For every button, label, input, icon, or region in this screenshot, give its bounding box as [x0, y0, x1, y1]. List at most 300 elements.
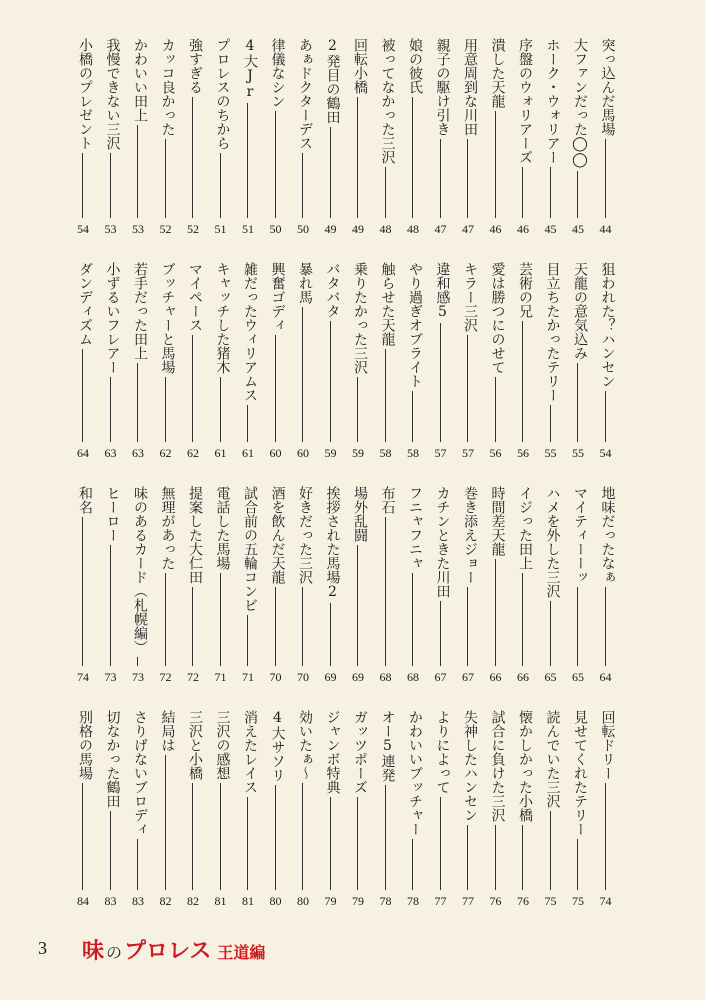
toc-entry-title: ヒーロー [104, 486, 121, 542]
toc-entry-page: 67 [434, 670, 447, 684]
toc-entry-page: 82 [187, 894, 199, 908]
toc-leader-line [357, 545, 358, 666]
toc-entry-page: 79 [352, 894, 364, 908]
toc-entry-title: 懐かしかった小橋 [517, 710, 533, 822]
toc-entry-title: 2発目の鶴田 [324, 38, 341, 124]
toc-leader-line [192, 97, 193, 218]
toc-leader-line [357, 797, 358, 890]
toc-leader-line [550, 601, 551, 666]
toc-leader-line [522, 573, 523, 666]
toc-entry-title: 雑だったウィリアムス [242, 262, 258, 402]
toc-leader-line [192, 587, 193, 666]
toc-leader-line [357, 97, 358, 218]
toc-leader-line [330, 797, 331, 890]
toc-entry-page: 60 [269, 446, 282, 460]
toc-entry [593, 38, 619, 243]
toc-entry [510, 710, 536, 915]
toc-entry-title: ハメを外した三沢 [544, 486, 561, 598]
toc-leader-line [467, 335, 468, 442]
toc-entry-title: イジった田上 [517, 486, 533, 570]
toc-entry [98, 486, 124, 691]
toc-leader-line [165, 139, 166, 218]
toc-entry [125, 486, 151, 691]
toc-entry [70, 486, 96, 691]
toc-entry-page: 78 [407, 894, 419, 908]
toc-entry [318, 710, 344, 915]
toc-entry-page: 80 [269, 894, 282, 908]
toc-entry [70, 38, 96, 243]
toc-entry-page: 51 [242, 222, 254, 236]
toc-entry [290, 38, 316, 243]
toc-leader-line [110, 545, 111, 666]
toc-leader-line [440, 139, 441, 218]
toc-entry-title: 試合前の五輪コンビ [242, 486, 258, 612]
toc-entry-page: 56 [489, 446, 502, 460]
toc-entry-page: 65 [544, 670, 557, 684]
toc-entry-title: 挨拶された馬場2 [324, 486, 341, 600]
toc-entry-page: 54 [599, 446, 612, 460]
toc-entry-title: 三沢の感想 [214, 710, 231, 780]
toc-entry [180, 710, 206, 915]
toc-entry-title: 強すぎる [187, 38, 203, 94]
toc-entry-page: 69 [324, 670, 337, 684]
toc-leader-line [605, 783, 606, 890]
toc-entry [455, 710, 481, 915]
toc-entry-page: 63 [132, 446, 144, 460]
toc-entry [180, 38, 206, 243]
toc-leader-line [275, 785, 276, 890]
toc-entry [538, 262, 564, 467]
page-footer [0, 930, 705, 970]
toc-entry [153, 710, 179, 915]
toc-entry [565, 710, 591, 915]
toc-entry-page: 74 [599, 894, 612, 908]
toc-entry [235, 262, 261, 467]
toc-entry-page: 58 [407, 446, 419, 460]
toc-entry [235, 38, 261, 243]
toc-entry [235, 486, 261, 691]
toc-entry-page: 50 [269, 222, 282, 236]
toc-leader-line [412, 391, 413, 442]
toc-entry-page: 49 [352, 222, 364, 236]
toc-entry-title: 場外乱闘 [352, 486, 368, 542]
toc-entry-page: 45 [544, 222, 557, 236]
toc-leader-line [412, 97, 413, 218]
toc-entry-title: 切なかった鶴田 [104, 710, 121, 808]
toc-entry-title: キラー三沢 [462, 262, 478, 332]
toc-entry [373, 262, 399, 467]
toc-leader-line [385, 517, 386, 666]
toc-entry [98, 262, 124, 467]
toc-entry-title: かわいい田上 [132, 38, 148, 122]
toc-entry [180, 486, 206, 691]
toc-entry-title: 効いたぁ〜 [297, 710, 313, 780]
toc-entry [373, 486, 399, 691]
toc-entry-title: 興奮ゴディ [269, 262, 286, 332]
toc-entry-title: 味のあるカード（札幌編） [132, 486, 148, 654]
logo-prores: プロレス [124, 939, 212, 964]
toc-entry-page: 59 [352, 446, 364, 460]
toc-leader-line [165, 573, 166, 666]
toc-entry-title: 布石 [379, 486, 396, 514]
toc-entry-title: 回転小橋 [352, 38, 368, 94]
toc-leader-line [577, 363, 578, 442]
toc-entry-page: 76 [489, 894, 502, 908]
toc-leader-line [577, 839, 578, 890]
toc-leader-line [412, 839, 413, 890]
toc-entry [153, 486, 179, 691]
toc-leader-line [137, 125, 138, 218]
toc-entry-title: 別格の馬場 [77, 710, 93, 780]
toc-entry-page: 57 [434, 446, 447, 460]
toc-leader-line [247, 797, 248, 890]
toc-entry-page: 63 [104, 446, 117, 460]
toc-entry-page: 70 [297, 670, 309, 684]
toc-entry [290, 486, 316, 691]
toc-entry-page: 61 [242, 446, 254, 460]
toc-entry [208, 38, 234, 243]
toc-leader-line [440, 797, 441, 890]
toc-leader-line [605, 391, 606, 442]
toc-entry-title: 4大Jr [242, 38, 258, 100]
toc-entry-title: 潰した天龍 [489, 38, 506, 108]
toc-entry-page: 83 [104, 894, 117, 908]
toc-entry-page: 72 [187, 670, 199, 684]
toc-leader-line [192, 335, 193, 442]
toc-block-4 [70, 710, 620, 915]
toc-leader-line [302, 307, 303, 442]
toc-leader-line [247, 615, 248, 666]
toc-entry-page: 77 [462, 894, 474, 908]
toc-entry-title: 用意周到な川田 [462, 38, 478, 136]
toc-entry [318, 486, 344, 691]
toc-entry-page: 52 [187, 222, 199, 236]
toc-entry-title: 触らせた天龍 [379, 262, 396, 346]
toc-entry [428, 486, 454, 691]
toc-leader-line [110, 811, 111, 890]
toc-entry-title: 若手だった田上 [132, 262, 148, 360]
toc-entry-page: 73 [104, 670, 117, 684]
toc-entry [263, 38, 289, 243]
toc-entry [483, 486, 509, 691]
toc-leader-line [247, 103, 248, 218]
toc-leader-line [577, 587, 578, 666]
toc-entry-page: 80 [297, 894, 309, 908]
toc-entry-page: 46 [489, 222, 502, 236]
toc-entry-title: ジャンボ特典 [324, 710, 341, 794]
toc-leader-line [577, 171, 578, 218]
toc-entry [345, 262, 371, 467]
toc-entry [428, 38, 454, 243]
toc-entry-page: 45 [572, 222, 584, 236]
toc-entry-title: 失神したハンセン [462, 710, 478, 822]
toc-entry-page: 73 [132, 670, 144, 684]
toc-leader-line [192, 783, 193, 890]
toc-entry-title: 狙われた？ハンセン [599, 262, 616, 388]
toc-leader-line [137, 839, 138, 890]
toc-entry-title: 違和感5 [434, 262, 451, 320]
toc-leader-line [385, 785, 386, 890]
toc-entry-title: 提案した大仁田 [187, 486, 203, 584]
toc-entry [455, 262, 481, 467]
toc-entry [455, 38, 481, 243]
toc-leader-line [220, 377, 221, 442]
toc-entry-page: 64 [599, 670, 612, 684]
toc-entry [510, 262, 536, 467]
toc-entry-page: 71 [214, 670, 227, 684]
book-logo [82, 934, 265, 965]
toc-entry-title: 天龍の意気込み [572, 262, 588, 360]
toc-leader-line [275, 587, 276, 666]
toc-entry-title: 被ってなかった三沢 [379, 38, 396, 164]
toc-entry [538, 38, 564, 243]
toc-entry [263, 710, 289, 915]
toc-entry-page: 53 [104, 222, 117, 236]
toc-entry-page: 51 [214, 222, 227, 236]
toc-entry-page: 61 [214, 446, 227, 460]
toc-entry-page: 64 [77, 446, 89, 460]
toc-entry [593, 710, 619, 915]
toc-block-3 [70, 486, 620, 691]
toc-leader-line [550, 811, 551, 890]
toc-entry-page: 78 [379, 894, 392, 908]
toc-leader-line [550, 167, 551, 218]
toc-entry-title: 目立ちたかったテリー [544, 262, 561, 402]
toc-entry-page: 81 [242, 894, 254, 908]
toc-entry-title: オー5連発 [379, 710, 396, 782]
toc-entry-page: 48 [379, 222, 392, 236]
toc-entry-title: 暴れ馬 [297, 262, 313, 304]
toc-entry [373, 38, 399, 243]
toc-leader-line [110, 153, 111, 218]
toc-entry [125, 38, 151, 243]
toc-entry [345, 38, 371, 243]
toc-entry-page: 68 [379, 670, 392, 684]
toc-entry-title: 読んでいた三沢 [544, 710, 561, 808]
toc-entry-title: ホーク・ウォリアー [544, 38, 561, 164]
toc-entry-title: よりによって [434, 710, 451, 794]
toc-leader-line [220, 153, 221, 218]
toc-entry-page: 48 [407, 222, 419, 236]
toc-entry-title: かわいいブッチャー [407, 710, 423, 836]
toc-leader-line [110, 377, 111, 442]
toc-entry-page: 76 [517, 894, 529, 908]
toc-entry-title: 無理があった [159, 486, 176, 570]
toc-entry-title: 酒を飲んだ天龍 [269, 486, 286, 584]
toc-leader-line [220, 573, 221, 666]
toc-leader-line [385, 167, 386, 218]
toc-entry-page: 68 [407, 670, 419, 684]
toc-entry-page: 53 [132, 222, 144, 236]
toc-entry [125, 710, 151, 915]
toc-leader-line [495, 559, 496, 666]
toc-entry-title: 小橋のプレゼント [77, 38, 93, 150]
toc-leader-line [247, 405, 248, 442]
toc-leader-line [495, 825, 496, 890]
toc-entry-page: 77 [434, 894, 447, 908]
toc-entry-page: 52 [159, 222, 172, 236]
toc-entry-page: 59 [324, 446, 337, 460]
toc-entry-title: 三沢と小橋 [187, 710, 203, 780]
toc-leader-line [302, 587, 303, 666]
toc-leader-line [495, 111, 496, 218]
toc-leader-line [330, 127, 331, 218]
toc-entry-title: 4大サソリ [269, 710, 286, 782]
toc-entry-title: 突っ込んだ馬場 [599, 38, 616, 136]
toc-entry-title: 愛は勝つにのせて [489, 262, 506, 374]
toc-entry-page: 54 [77, 222, 89, 236]
toc-entry-page: 57 [462, 446, 474, 460]
toc-entry-page: 62 [187, 446, 199, 460]
toc-entry [208, 486, 234, 691]
toc-leader-line [330, 321, 331, 442]
toc-entry [98, 38, 124, 243]
toc-entry [400, 486, 426, 691]
toc-entry-page: 62 [159, 446, 172, 460]
toc-entry-page: 69 [352, 670, 364, 684]
toc-leader-line [165, 755, 166, 890]
toc-leader-line [440, 601, 441, 666]
toc-entry-title: やり過ぎオブライト [407, 262, 423, 388]
toc-entry-page: 44 [599, 222, 612, 236]
toc-entry [538, 710, 564, 915]
toc-leader-line [522, 825, 523, 890]
toc-entry-title: 親子の駆け引き [434, 38, 451, 136]
toc-entry-title: 時間差天龍 [489, 486, 506, 556]
toc-leader-line [495, 377, 496, 442]
logo-aji: 味 [82, 939, 105, 964]
toc-entry [483, 262, 509, 467]
toc-entry [70, 710, 96, 915]
toc-entry [565, 486, 591, 691]
toc-entry [510, 38, 536, 243]
toc-entry-page: 81 [214, 894, 227, 908]
toc-entry [290, 262, 316, 467]
toc-leader-line [302, 783, 303, 890]
toc-entry-title: 回転ドリー [599, 710, 616, 780]
toc-entry-title: 娘の彼氏 [407, 38, 423, 94]
toc-entry-page: 72 [159, 670, 172, 684]
toc-entry [400, 262, 426, 467]
toc-entry-page: 75 [572, 894, 584, 908]
toc-entry-title: バタバタ [324, 262, 341, 318]
toc-entry-page: 71 [242, 670, 254, 684]
toc-entry [98, 710, 124, 915]
toc-entry [483, 710, 509, 915]
toc-entry [153, 38, 179, 243]
toc-entry-title: 地味だったなぁ [599, 486, 616, 584]
toc-leader-line [522, 167, 523, 218]
toc-entry [483, 38, 509, 243]
toc-entry [318, 262, 344, 467]
toc-entry-title: 和名 [77, 486, 93, 514]
toc-entry [565, 262, 591, 467]
toc-leader-line [165, 377, 166, 442]
toc-entry [208, 262, 234, 467]
toc-leader-line [357, 377, 358, 442]
toc-entry-page: 49 [324, 222, 337, 236]
toc-entry-page: 60 [297, 446, 309, 460]
toc-entry-title: 芸術の兄 [517, 262, 533, 318]
toc-entry [125, 262, 151, 467]
toc-entry-title: ブッチャーと馬場 [159, 262, 176, 374]
toc-entry [208, 710, 234, 915]
toc-entry [180, 262, 206, 467]
toc-leader-line [550, 405, 551, 442]
toc-entry [345, 486, 371, 691]
toc-entry-title: マイペース [187, 262, 203, 332]
edition-label: 王道編 [217, 943, 266, 962]
toc-entry [263, 262, 289, 467]
toc-entry-title: キャッチした猪木 [214, 262, 231, 374]
toc-entry-page: 55 [544, 446, 557, 460]
toc-entry-page: 79 [324, 894, 337, 908]
toc-entry [400, 710, 426, 915]
toc-entry-title: 見せてくれたテリー [572, 710, 588, 836]
page-number: 3 [38, 938, 47, 958]
toc-entry [538, 486, 564, 691]
toc-entry-page: 83 [132, 894, 144, 908]
toc-entry-page: 46 [517, 222, 529, 236]
toc-entry [263, 486, 289, 691]
toc-entry-title: 我慢できない三沢 [104, 38, 121, 150]
toc-block-2 [70, 262, 620, 467]
toc-entry [318, 38, 344, 243]
toc-leader-line [275, 111, 276, 218]
toc-entry [153, 262, 179, 467]
toc-entry-title: カチンときた川田 [434, 486, 451, 598]
toc-entry [400, 38, 426, 243]
toc-entry-title: 消えたレイス [242, 710, 258, 794]
toc-entry [428, 262, 454, 467]
toc-leader-line [467, 825, 468, 890]
toc-entry-page: 47 [462, 222, 474, 236]
toc-entry-page: 50 [297, 222, 309, 236]
toc-entry-title: 乗りたかった三沢 [352, 262, 368, 374]
toc-entry [510, 486, 536, 691]
toc-leader-line [137, 657, 138, 666]
toc-entry [70, 262, 96, 467]
toc-entry-page: 82 [159, 894, 172, 908]
toc-entry-title: プロレスのちから [214, 38, 231, 150]
toc-entry-title: 序盤のウォリアーズ [517, 38, 533, 164]
toc-entry-page: 70 [269, 670, 282, 684]
toc-block-1 [70, 38, 620, 243]
toc-entry-page: 56 [517, 446, 529, 460]
toc-entry [235, 710, 261, 915]
toc-entry [565, 38, 591, 243]
toc-leader-line [605, 587, 606, 666]
toc-entry [593, 262, 619, 467]
toc-entry-page: 84 [77, 894, 89, 908]
toc-leader-line [82, 349, 83, 442]
toc-entry-title: 小ずるいフレアー [104, 262, 121, 374]
toc-leader-line [302, 153, 303, 218]
toc-entry-title: 大ファンだった◯◯ [572, 38, 588, 168]
toc-entry-title: 律儀なシン [269, 38, 286, 108]
toc-entry-page: 75 [544, 894, 557, 908]
toc-entry-page: 58 [379, 446, 392, 460]
toc-leader-line [467, 587, 468, 666]
toc-entry-title: ガッツポーズ [352, 710, 368, 794]
toc-entry-title: ダンディズム [77, 262, 93, 346]
toc-leader-line [467, 139, 468, 218]
toc-leader-line [412, 573, 413, 666]
toc-entry [428, 710, 454, 915]
toc-entry-title: 結局は [159, 710, 176, 752]
toc-entry [290, 710, 316, 915]
toc-entry [373, 710, 399, 915]
